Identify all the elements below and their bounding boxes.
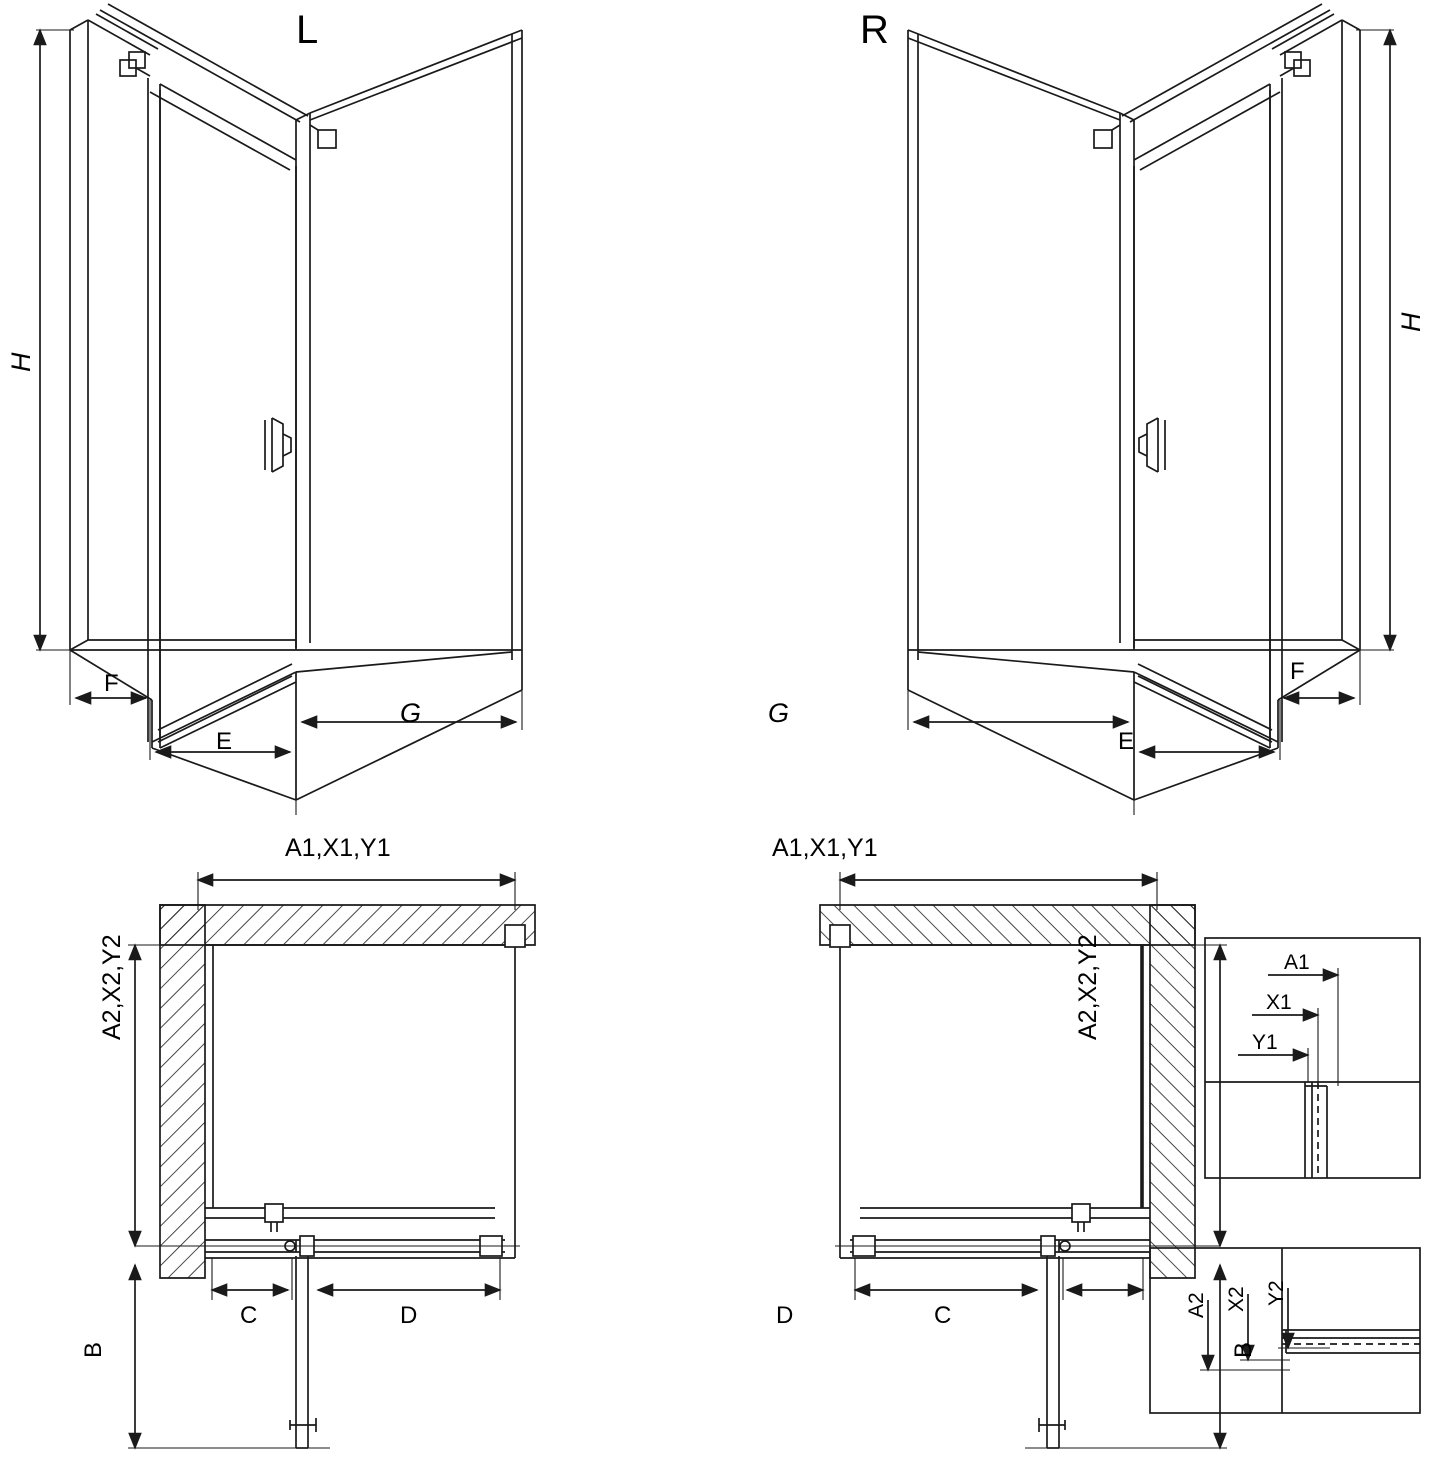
iso-right-door-label: E xyxy=(1118,728,1135,755)
iso-left-height-label: H xyxy=(6,352,36,372)
plan-right-d-label: D xyxy=(776,1302,794,1329)
plan-right-b-label: B xyxy=(1230,1341,1257,1358)
iso-right-height-label: H xyxy=(1396,312,1426,332)
detail-bottom-y2-label: Y2 xyxy=(1265,1280,1288,1306)
plan-right-geometry xyxy=(820,872,1227,1448)
iso-right-geometry xyxy=(908,4,1394,815)
plan-right-c-label: C xyxy=(934,1302,952,1329)
iso-right-side-panel-label: G xyxy=(768,698,790,728)
iso-right-fixed-panel-label: F xyxy=(1290,658,1305,685)
detail-bottom-x2-label: X2 xyxy=(1225,1286,1248,1312)
plan-right-side-dimension-label: A2,X2,Y2 xyxy=(1074,934,1102,1040)
plan-left-side-dimension-label: A2,X2,Y2 xyxy=(98,934,126,1040)
iso-left-door-label: E xyxy=(216,728,233,755)
detail-top-y1-label: Y1 xyxy=(1252,1031,1278,1054)
iso-left-fixed-panel-label: F xyxy=(104,670,119,697)
plan-left-c-label: C xyxy=(240,1302,258,1329)
plan-left-geometry xyxy=(128,872,535,1448)
detail-bottom-a2-label: A2 xyxy=(1185,1292,1208,1318)
iso-left-side-panel-label: G xyxy=(400,698,422,728)
plan-left-top-dimension-label: A1,X1,Y1 xyxy=(285,834,391,862)
iso-right-view-label: R xyxy=(860,8,889,52)
iso-left-view-label: L xyxy=(296,8,319,52)
detail-top-a1-label: A1 xyxy=(1284,951,1310,974)
detail-top-x1-label: X1 xyxy=(1266,991,1292,1014)
plan-left-b-label: B xyxy=(80,1341,107,1358)
detail-top-geometry xyxy=(1205,938,1420,1178)
plan-right-top-dimension-label: A1,X1,Y1 xyxy=(772,834,878,862)
plan-left-d-label: D xyxy=(400,1302,418,1329)
